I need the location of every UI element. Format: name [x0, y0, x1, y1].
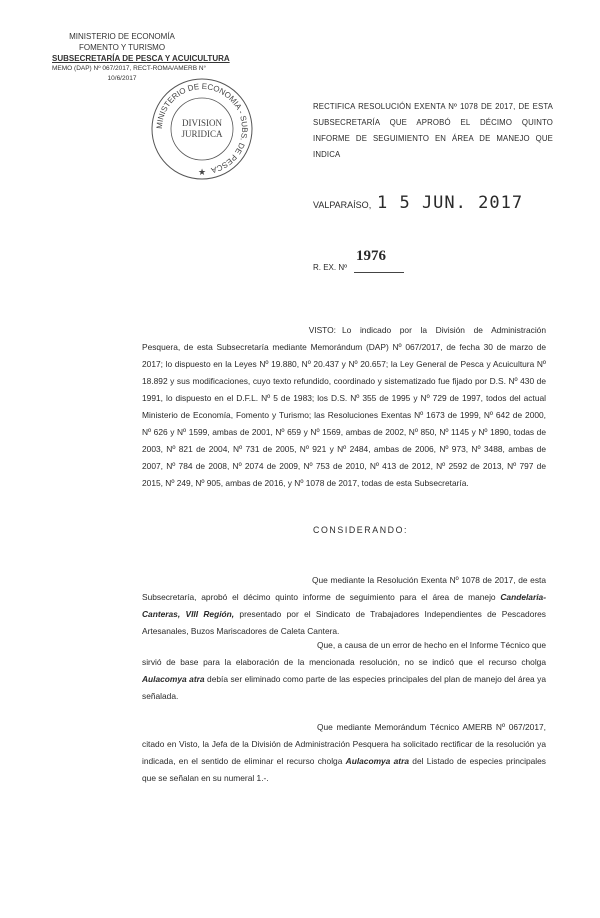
c2-species: Aulacomya atra — [142, 674, 205, 684]
considerando-2 — [142, 637, 546, 705]
c1-text-a: Que mediante la Resolución Exenta Nº 1078 de 2017, de esta Subsecretaría, aprobó el décimo quinto informe de seguimiento para el área de manejo — [142, 575, 546, 602]
place-label: VALPARAÍSO, — [313, 200, 372, 210]
visto-label: VISTO: — [308, 325, 336, 335]
stamp-center-line2: JURIDICA — [181, 129, 223, 139]
c3-text-a: Que mediante Memorándum Técnico AMERB Nº 067/2017, citado en Visto, la Jefa de la División de Administración Pesquera ha solicitado rectificar de la resolución ya indicada, en el sentido de eliminar el recurso cholga — [142, 722, 546, 766]
c1-text-c: presentado por el Sindicato de Trabajadores Independientes de Pescadores Artesanales, Buzos Mariscadores de Caleta Cantera. — [142, 609, 546, 636]
c2-text-a: Que, a causa de un error de hecho en el Informe Técnico que sirvió de base para la elaboración de la mencionada resolución, no se indicó que el recurso cholga — [142, 640, 546, 667]
memo-date: 10/6/2017 — [107, 75, 137, 82]
visto-paragraph — [142, 322, 546, 492]
considerando-heading: CONSIDERANDO: — [313, 525, 409, 535]
stamp-ring-text: MINISTERIO DE ECONOMIA - SUBS. DE PESCA — [154, 81, 250, 175]
resolution-date: 1 5 JUN. 2017 — [377, 193, 524, 213]
rex-number: 1976 — [356, 248, 386, 264]
c2-text-c: debía ser eliminado como parte de las especies principales del plan de manejo del área ya señalada. — [142, 674, 547, 701]
resolution-subject: RECTIFICA RESOLUCIÓN EXENTA Nº 1078 DE 2017, DE ESTA SUBSECRETARÍA QUE APROBÓ EL DÉCIMO QUINTO INFORME DE SEGUIMIENTO EN ÁREA DE MANEJO QUE INDICA — [313, 102, 553, 159]
considerando-1 — [142, 572, 546, 640]
c3-text-c: del Listado de especies principales que se señalan en su numeral 1.-. — [142, 756, 546, 783]
considerando-3 — [142, 719, 546, 787]
subsecretariat-name: SUBSECRETARÍA DE PESCA Y ACUICULTURA — [52, 54, 230, 63]
star-icon: ★ — [197, 167, 207, 177]
c1-area-name: Candelaria-Canteras, VIII Región, — [142, 592, 546, 619]
ministry-name: MINISTERIO DE ECONOMÍA — [69, 32, 175, 41]
ministry-subtitle: FOMENTO Y TURISMO — [78, 43, 166, 52]
rex-underline — [354, 272, 404, 273]
visto-text: Lo indicado por la División de Administración Pesquera, de esta Subsecretaría mediante Memorándum (DAP) Nº 067/2017, de fecha 30 de marzo de 2017; lo dispuesto en la Leyes Nº 19.880, Nº 20.437 y Nº 20.657; la Ley General de Pesca y Acuicultura Nº 18.892 y sus modificaciones, cuyo texto refundido, coordinado y sistematizado fue fijado por D.S. Nº 430 de 1991, lo dispuesto en el D.F.L. Nº 5 de 1983; los D.S. Nº 355 de 1995 y Nº 729 de 1997, todos del actual Ministerio de Economía, Fomento y Turismo; las Resoluciones Exentas Nº 1673 de 1999, Nº 642 de 2000, Nº 626 y Nº 1599, ambas de 2001, Nº 659 y Nº 1569, ambas de 2002, Nº 850, Nº 1145 y Nº 1890, todas de 2003, Nº 821 de 2004, Nº 731 de 2005, Nº 921 y Nº 2484, ambas de 2006, Nº 973, Nº 3488, ambas de 2007, Nº 784 de 2008, Nº 2074 de 2009, Nº 753 de 2010, Nº 413 de 2012, Nº 2592 de 2013, Nº 797 de 2015, Nº 249, Nº 905, ambas de 2016, y Nº 1078 de 2017, todas de esta Subsecretaría. — [142, 325, 546, 488]
c3-species: Aulacomya atra — [345, 756, 409, 766]
rex-label: R. EX. Nº — [313, 263, 348, 272]
division-juridica-stamp — [147, 74, 257, 184]
stamp-center-line1: DIVISION — [182, 118, 222, 128]
memo-reference: MEMO (DAP) Nº 067/2017, RECT-ROMA/AMERB N° — [52, 65, 207, 72]
